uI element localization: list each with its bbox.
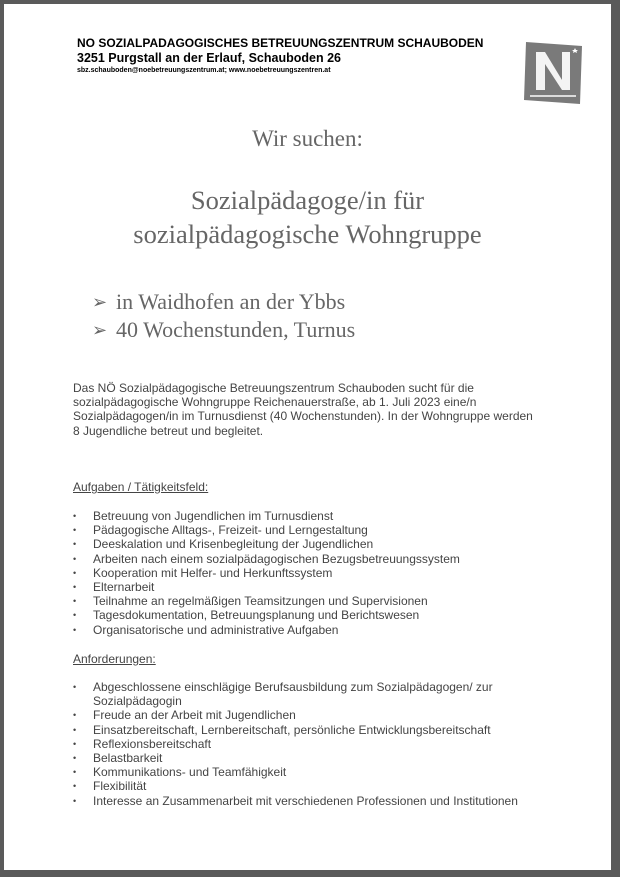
tasks-heading: Aufgaben / Tätigkeitsfeld: (73, 480, 209, 494)
list-item: • Interesse an Zusammenarbeit mit verschiedenen Professionen und Institutionen (73, 793, 518, 808)
arrow-bullet-icon: ➢ (92, 292, 108, 312)
bullet-icon: • (73, 539, 77, 550)
bullet-icon: • (73, 795, 77, 806)
bullet-icon: • (73, 596, 77, 607)
organization-address: 3251 Purgstall an der Erlauf, Schauboden 26 (77, 51, 341, 65)
bullet-icon: • (73, 511, 77, 521)
highlight-hours (92, 316, 355, 344)
job-title-line-1: Sozialpädagoge/in für (190, 185, 425, 215)
organization-name: NO SOZIALPADAGOGISCHES BETREUUNGSZENTRUM SCHAUBODEN (77, 36, 484, 50)
logo-tagline (530, 95, 576, 97)
arrow-bullet-icon: ➢ (92, 320, 108, 340)
list-item: • Pädagogische Alltags-, Freizeit- und Lerngestaltung (73, 523, 368, 538)
job-title-line-2: sozialpädagogische Wohngruppe (133, 219, 482, 249)
job-title (4, 183, 611, 251)
bullet-icon: • (73, 682, 77, 692)
bullet-icon: • (73, 781, 77, 792)
list-item: • Deeskalation und Krisenbegleitung der Jugendlichen (73, 537, 374, 552)
list-item: • Teilnahme an regelmäßigen Teamsitzungen und Supervisionen (73, 594, 428, 609)
highlight-text: in Waidhofen an der Ybbs (116, 289, 346, 314)
list-item: • Flexibilität (73, 779, 147, 794)
tasks-list (73, 509, 553, 637)
list-item: • Arbeiten nach einem sozialpädagogischen Bezugsbetreuungssystem (73, 551, 460, 566)
bullet-icon: • (73, 724, 77, 735)
bullet-icon: • (73, 582, 77, 593)
list-item: • Elternarbeit (73, 580, 155, 595)
organization-contact: sbz.schauboden@noebetreuungszentrum.at; www.noebetreuungszentren.at (77, 67, 331, 74)
bullet-icon: • (73, 738, 77, 749)
requirements-heading: Anforderungen: (73, 652, 156, 666)
we-are-looking-for: Wir suchen: (252, 126, 363, 151)
list-item: • Belastbarkeit (73, 751, 163, 766)
requirements-list (73, 680, 553, 808)
list-item: • Betreuung von Jugendlichen im Turnusdienst (73, 509, 334, 523)
bullet-icon: • (73, 610, 77, 621)
list-item: • Einsatzbereitschaft, Lernbereitschaft, persönliche Entwicklungsbereitschaft (73, 722, 491, 737)
list-item: • Kooperation mit Helfer- und Herkunftssystem (73, 565, 333, 580)
list-item: • Organisatorische und administrative Aufgaben (73, 622, 339, 637)
intro-paragraph: Das NÖ Sozialpädagogische Betreuungszentrum Schauboden sucht für die sozialpädagogische Wohngruppe Reichenauerstraße, ab 1. Juli 2023 eine/n Sozialpädagogen/in im Turnusdienst (40 Wochenstunden). In der Wohngruppe werden 8 Jugendliche betreut und begleitet. (73, 381, 533, 438)
highlight-text: 40 Wochenstunden, Turnus (116, 317, 356, 342)
bullet-icon: • (73, 767, 77, 778)
bullet-icon: • (73, 710, 77, 721)
list-item: • Kommunikations- und Teamfähigkeit (73, 765, 287, 780)
bullet-icon: • (73, 753, 77, 764)
bullet-icon: • (73, 553, 77, 564)
bullet-icon: • (73, 525, 77, 536)
list-item: • Freude an der Arbeit mit Jugendlichen (73, 708, 296, 723)
bullet-icon: • (73, 624, 77, 635)
list-item: • Reflexionsbereitschaft (73, 736, 212, 751)
list-item: • Tagesdokumentation, Betreuungsplanung und Berichtswesen (73, 608, 420, 623)
document-page (4, 4, 611, 870)
highlights (92, 288, 355, 344)
letterhead (77, 37, 497, 75)
noe-logo (522, 40, 584, 106)
list-item: • Abgeschlossene einschlägige Berufsausbildung zum Sozialpädagogen/ zur Sozialpädagogin (73, 680, 493, 709)
highlight-location (92, 288, 355, 316)
bullet-icon: • (73, 567, 77, 578)
